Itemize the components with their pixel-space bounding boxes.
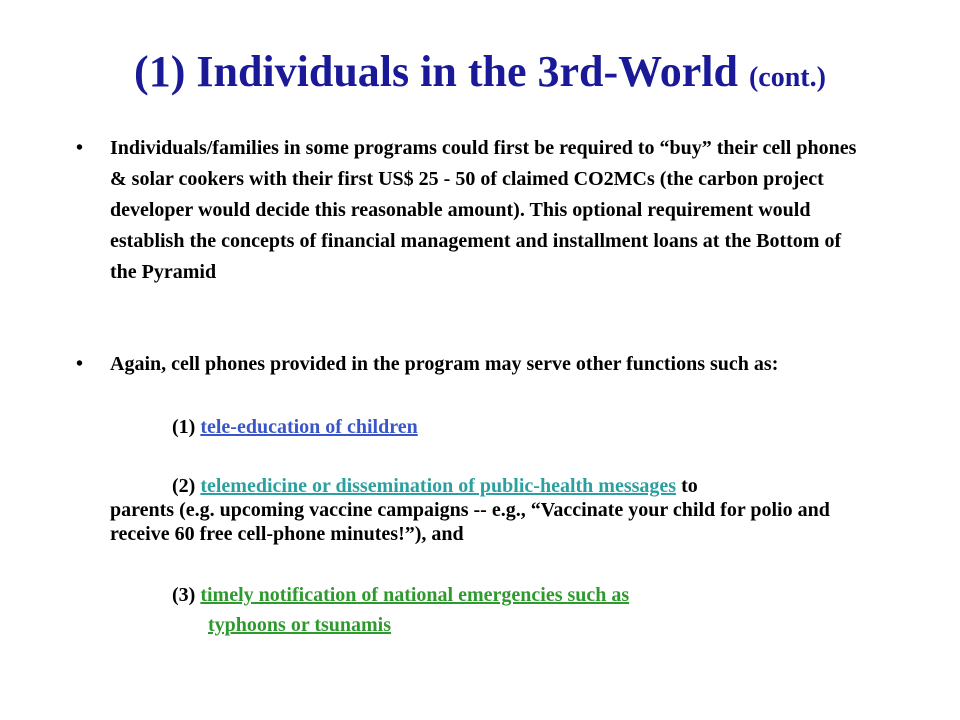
- item-3-link[interactable]: timely notification of national emergencies such as: [200, 584, 630, 606]
- title-main: (1) Individuals in the 3rd-World: [134, 47, 738, 96]
- item-2: [172, 474, 698, 498]
- item-1: [172, 415, 418, 439]
- bullet-1-text: Individuals/families in some programs could first be required to “buy” their cell phones & solar cookers with their first US$ 25 - 50 of claimed CO2MCs (the carbon project developer would decide this reasonable amount). This optional requirement would establish the concepts of financial management and installment loans at the Bottom of the Pyramid: [110, 137, 857, 283]
- bullet-1: [76, 133, 870, 288]
- item-2-number: (2): [172, 475, 196, 497]
- slide-title: [0, 46, 960, 104]
- item-3-link-continued[interactable]: typhoons or tsunamis: [208, 614, 392, 636]
- item-3-number: (3): [172, 584, 196, 606]
- bullet-dot-icon: •: [76, 353, 84, 375]
- item-3: [172, 583, 629, 607]
- item-1-link[interactable]: tele-education of children: [200, 416, 418, 438]
- item-1-number: (1): [172, 416, 196, 438]
- bullet-2: [76, 352, 870, 376]
- item-3-line2: [208, 613, 391, 637]
- item-2-link[interactable]: telemedicine or dissemination of public-health messages: [200, 475, 677, 497]
- item-2-continuation: parents (e.g. upcoming vaccine campaigns -- e.g., “Vaccinate your child for polio and receive 60 free cell-phone minutes!”), and: [110, 499, 830, 545]
- item-2-after: to: [676, 475, 698, 497]
- bullet-2-text: Again, cell phones provided in the program may serve other functions such as:: [110, 353, 779, 375]
- bullet-dot-icon: •: [76, 137, 84, 159]
- title-suffix: (cont.): [748, 62, 826, 93]
